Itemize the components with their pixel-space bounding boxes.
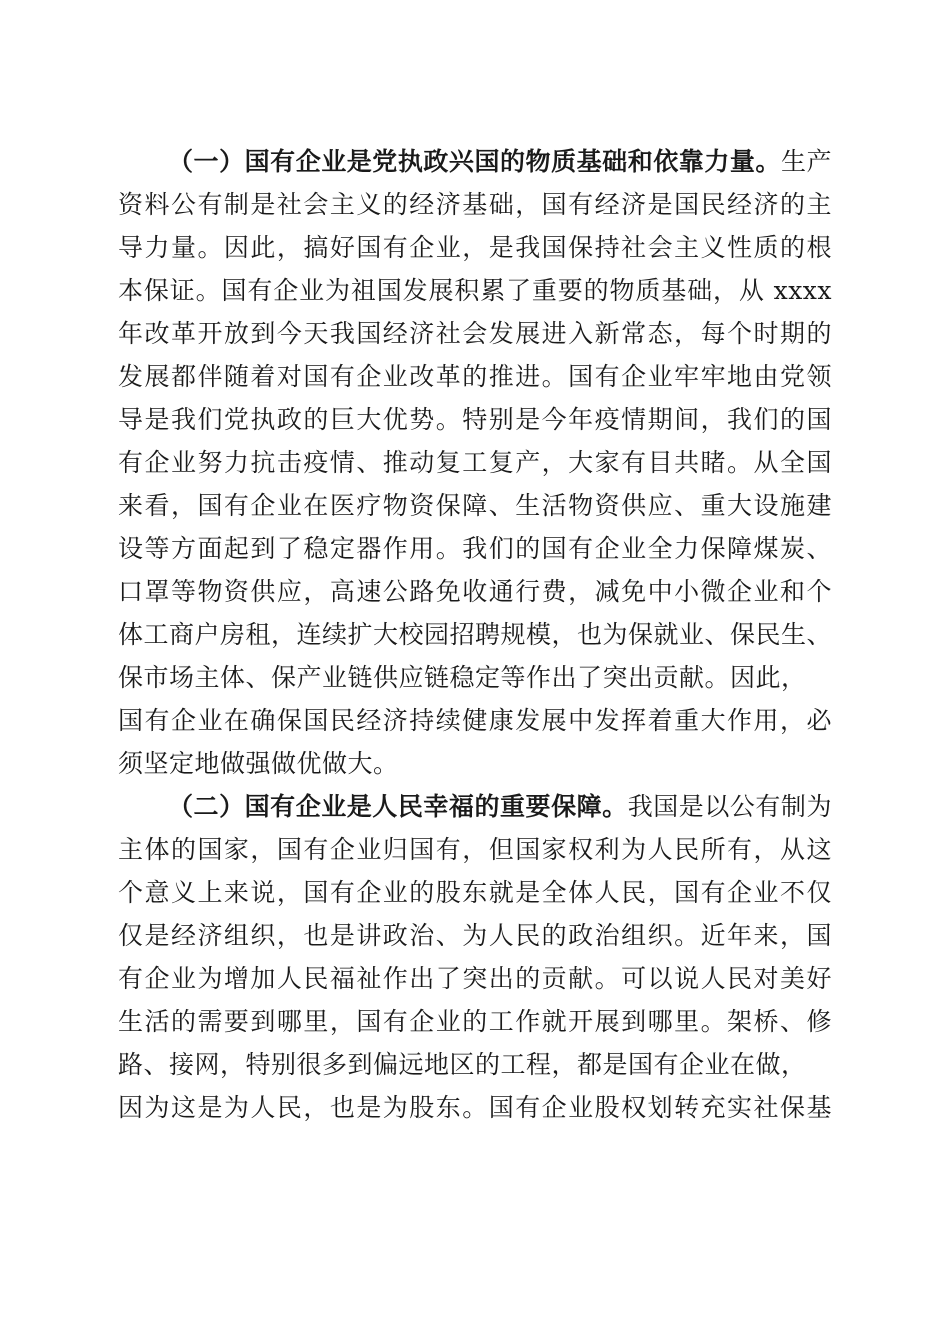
document-body [118, 140, 832, 1129]
text-line: 生活的需要到哪里，国有企业的工作就开展到哪里。架桥、修 [118, 1007, 832, 1036]
text-line: 仅是经济组织，也是讲政治、为人民的政治组织。近年来，国 [118, 921, 832, 950]
text-line: 导是我们党执政的巨大优势。特别是今年疫情期间，我们的国 [118, 405, 832, 434]
text-line: 个意义上来说，国有企业的股东就是全体人民，国有企业不仅 [118, 878, 832, 907]
text-line: 保市场主体、保产业链供应链稳定等作出了突出贡献。因此， [118, 663, 807, 692]
text-line: 年改革开放到今天我国经济社会发展进入新常态，每个时期的 [118, 319, 832, 348]
paragraph-1-first-line [118, 140, 832, 183]
text-line: 口罩等物资供应，高速公路免收通行费，减免中小微企业和个 [118, 577, 832, 606]
text-line: 导力量。因此，搞好国有企业，是我国保持社会主义性质的根 [118, 233, 832, 262]
text-line: 本保证。国有企业为祖国发展积累了重要的物质基础，从 xxxx [118, 276, 832, 305]
paragraph-2-heading: （二）国有企业是人民幸福的重要保障。 [168, 792, 628, 821]
paragraph-2 [118, 785, 832, 1129]
paragraph-1-heading: （一）国有企业是党执政兴国的物质基础和依靠力量。 [168, 147, 781, 176]
text-line: 主体的国家，国有企业归国有，但国家权利为人民所有，从这 [118, 835, 832, 864]
text-line: 发展都伴随着对国有企业改革的推进。国有企业牢牢地由党领 [118, 362, 832, 391]
paragraph-1-first-line-text: 生产 [780, 147, 832, 176]
text-line: 资料公有制是社会主义的经济基础，国有经济是国民经济的主 [118, 190, 832, 219]
text-line: 有企业努力抗击疫情、推动复工复产，大家有目共睹。从全国 [118, 448, 832, 477]
text-line: 因为这是为人民，也是为股东。国有企业股权划转充实社保基 [118, 1093, 832, 1122]
text-line: 设等方面起到了稳定器作用。我们的国有企业全力保障煤炭、 [118, 534, 832, 563]
text-line: 有企业为增加人民福祉作出了突出的贡献。可以说人民对美好 [118, 964, 832, 993]
paragraph-1 [118, 140, 832, 785]
text-line: 国有企业在确保国民经济持续健康发展中发挥着重大作用，必 [118, 706, 832, 735]
paragraph-2-first-line-text: 我国是以公有制为 [627, 792, 832, 821]
paragraph-2-first-line [118, 785, 832, 828]
text-line: 体工商户房租，连续扩大校园招聘规模，也为保就业、保民生、 [118, 620, 833, 649]
text-line: 来看，国有企业在医疗物资保障、生活物资供应、重大设施建 [118, 491, 832, 520]
text-line: 须坚定地做强做优做大。 [118, 749, 399, 778]
text-line: 路、接网，特别很多到偏远地区的工程，都是国有企业在做， [118, 1050, 807, 1079]
